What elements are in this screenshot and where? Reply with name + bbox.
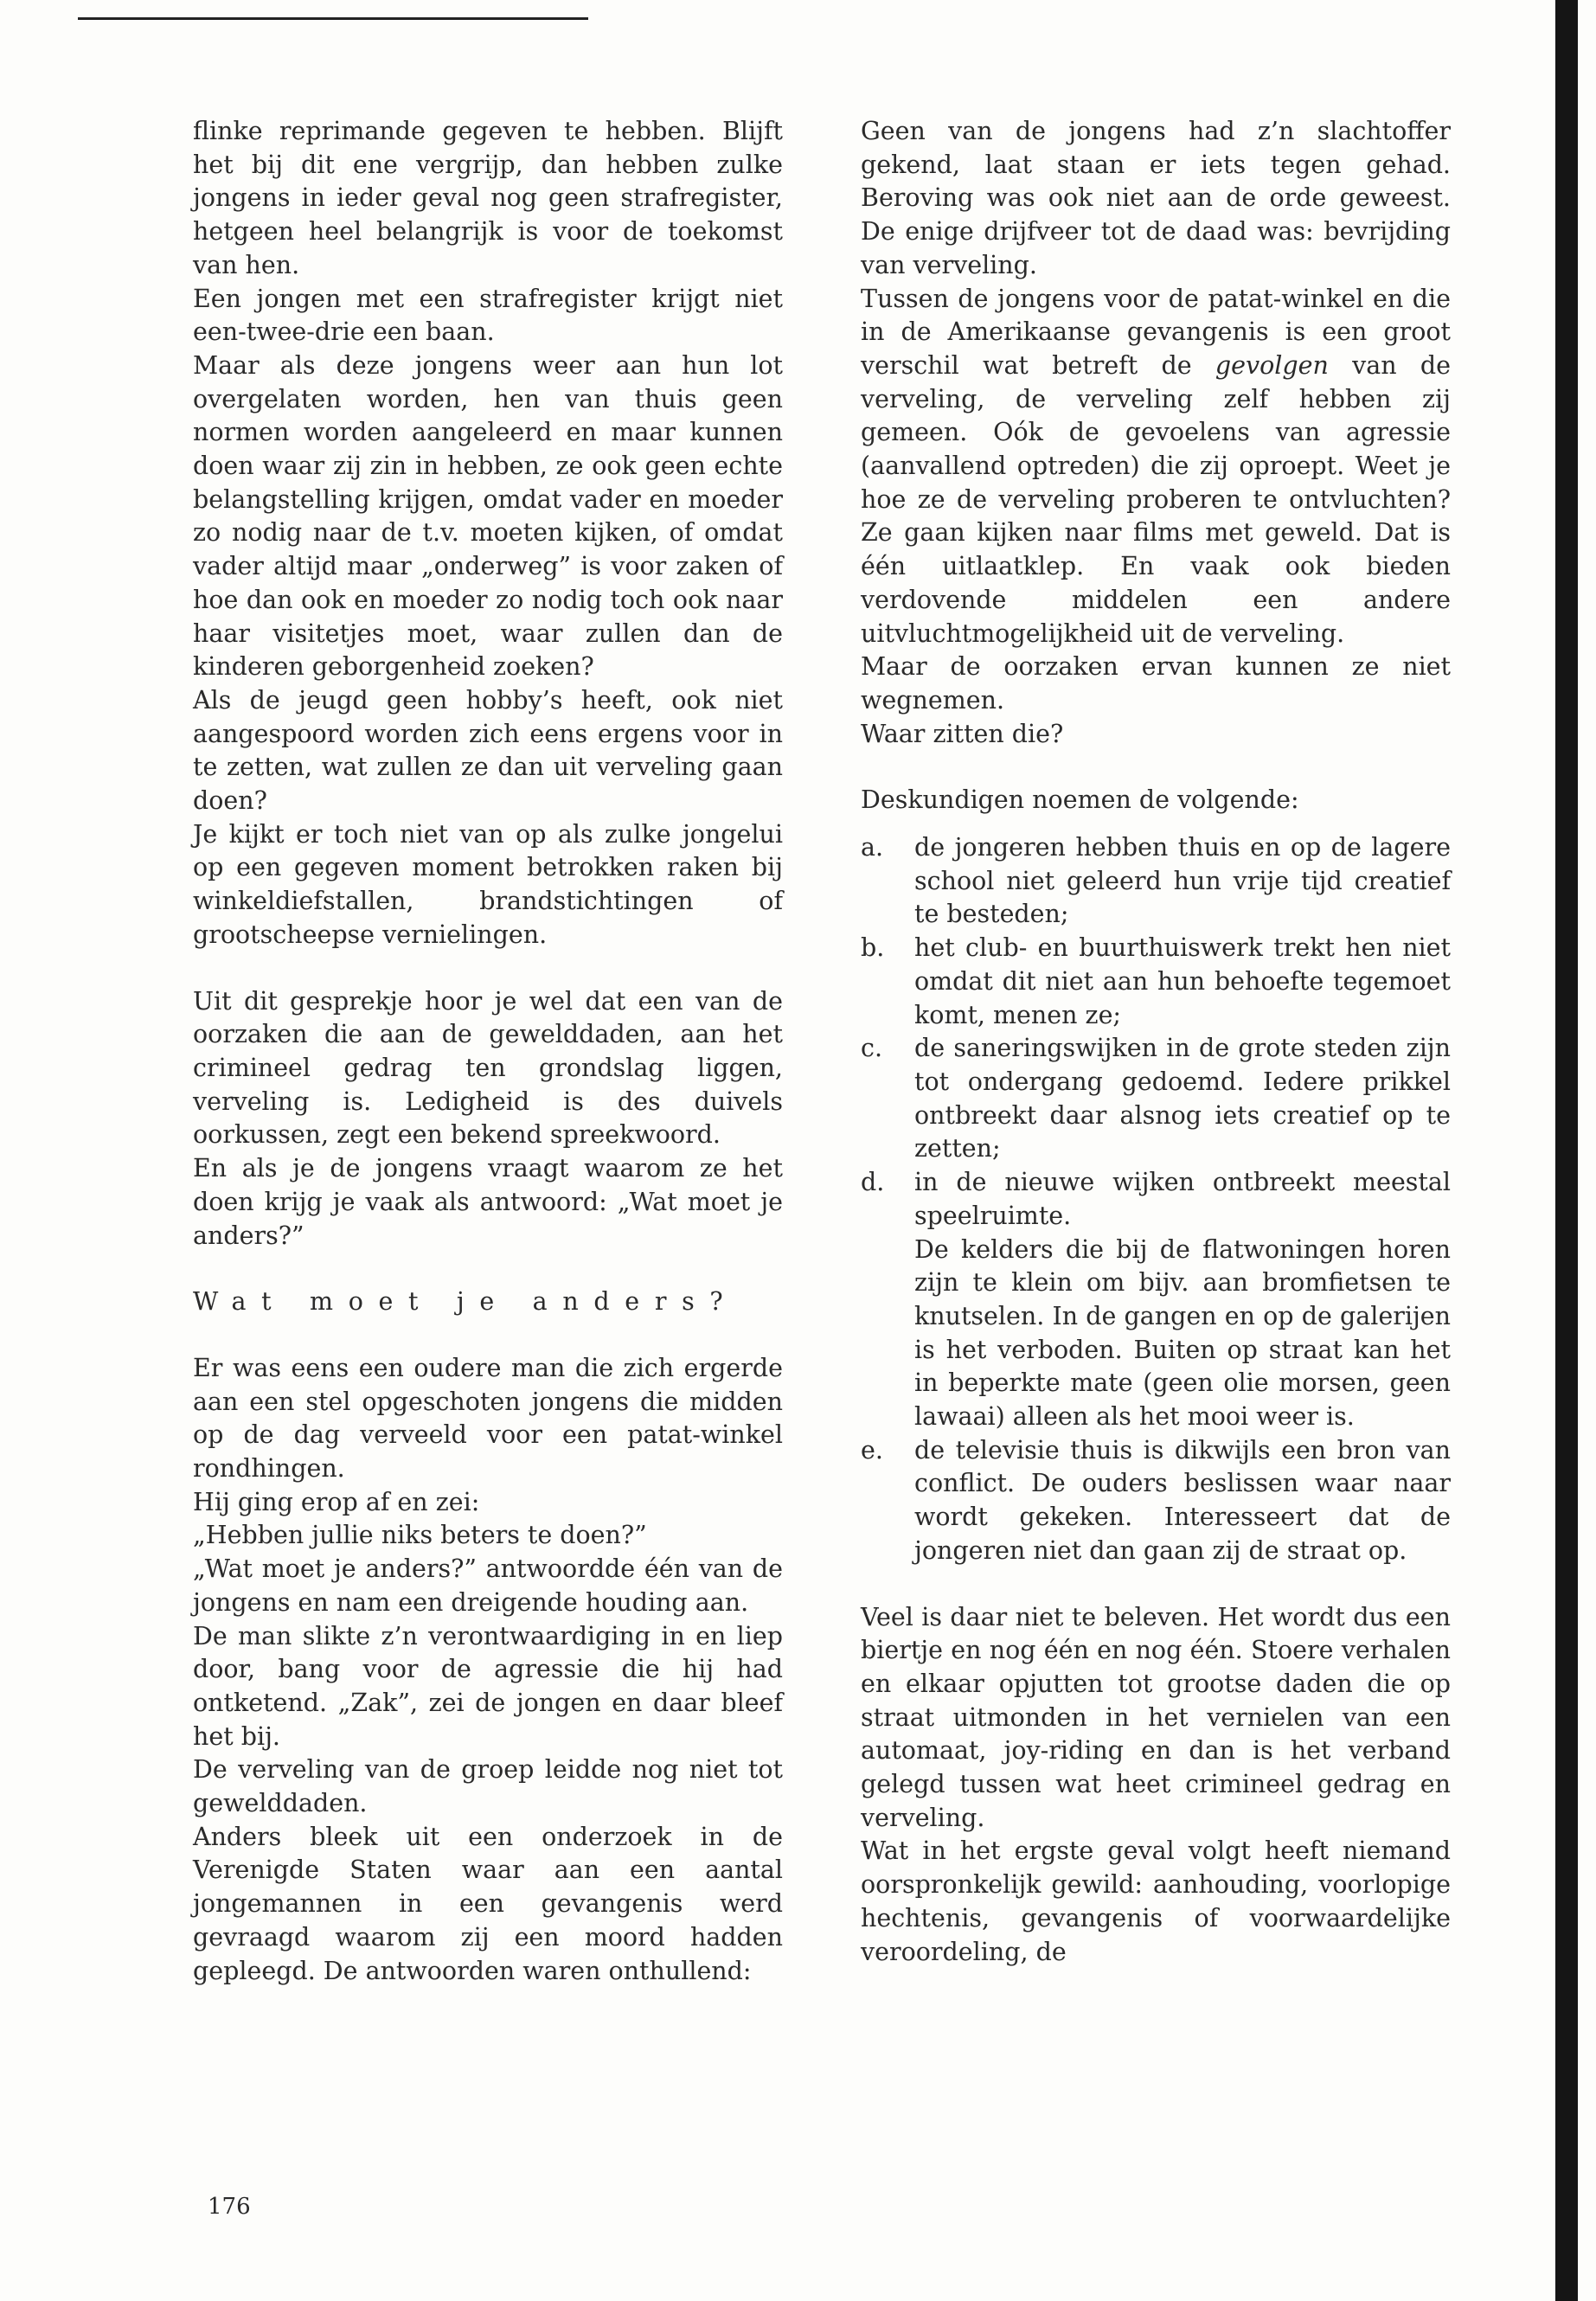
paragraph: Geen van de jongens had z’n slachtoffer gekend, laat staan er iets tegen gehad. Beroving was ook niet aan de orde geweest. De enige drijfveer tot de daad was: bevrijding van verveling. bbox=[861, 117, 1451, 279]
paragraph: Een jongen met een strafregister krijgt niet een-twee-drie een baan. bbox=[193, 284, 783, 347]
list-marker: c. bbox=[861, 1034, 883, 1063]
list-item-text-extra: De kelders die bij de flatwoningen horen zijn te klein om bijv. aan bromfietsen te knutselen. In de gangen en op de galerijen is het verboden. Buiten op straat kan het in beperkte mate (geen olie morsen, geen lawaai) alleen als het mooi weer is. bbox=[914, 1234, 1451, 1432]
list-item-body bbox=[914, 1166, 1451, 1434]
list-marker: d. bbox=[861, 1168, 885, 1197]
paragraph bbox=[861, 283, 1451, 651]
list-item bbox=[861, 831, 1451, 932]
paragraph: Maar de oorzaken ervan kunnen ze niet wegnemen. bbox=[861, 652, 1451, 715]
paragraph: De verveling van de groep leidde nog niet tot gewelddaden. bbox=[193, 1755, 783, 1818]
paragraph-gap bbox=[861, 817, 1451, 831]
paragraph: Als de jeugd geen hobby’s heeft, ook niet aangespoord worden zich eens ergens voor in te zetten, wat zullen ze dan uit verveling gaan doen? bbox=[193, 685, 783, 816]
paragraph: Veel is daar niet te beleven. Het wordt dus een biertje en nog één en nog één. Stoere verhalen en elkaar opjutten tot grootse daden die op straat uitmonden in het vernielen van een automaat, joy-riding en dan is het verband gelegd tussen wat heet crimineel gedrag en verveling. bbox=[861, 1602, 1451, 1832]
paragraph: flinke reprimande gegeven te hebben. Blijft het bij dit ene vergrijp, dan hebben zulke jongens in ieder geval nog geen strafregister, hetgeen heel belangrijk is voor de toekomst van hen. bbox=[193, 117, 783, 279]
list-item-text: de jongeren hebben thuis en op de lagere school niet geleerd hun vrije tijd creatief te besteden; bbox=[914, 833, 1451, 929]
paragraph: En als je de jongens vraagt waarom ze het doen krijg je vaak als antwoord: „Wat moet je anders?” bbox=[193, 1154, 783, 1250]
paragraph: Hij ging erop af en zei: bbox=[193, 1487, 480, 1516]
paragraph-text: Tussen de jongens voor de patat-winkel en die in de Amerikaanse gevangenis is een groot verschil wat betreft de bbox=[861, 284, 1451, 380]
paragraph: „Wat moet je anders?” antwoordde één van de jongens en nam een dreigende houding aan. bbox=[193, 1554, 783, 1617]
list-marker: e. bbox=[861, 1435, 883, 1465]
list-item bbox=[861, 932, 1451, 1032]
list-marker: b. bbox=[861, 933, 885, 963]
right-column bbox=[861, 115, 1451, 1969]
left-column bbox=[193, 115, 783, 1988]
paragraph-gap bbox=[861, 1568, 1451, 1601]
paragraph: Wat in het ergste geval volgt heeft niemand oorspronkelijk gewild: aanhouding, voorlopige hechtenis, gevangenis of voorwaardelijke veroordeling, de bbox=[861, 1836, 1451, 1966]
section-heading: Wat moet je anders? bbox=[193, 1287, 739, 1317]
paragraph: Je kijkt er toch niet van op als zulke jongelui op een gegeven moment betrokken raken bij winkeldiefstallen, brandstichtingen of grootscheepse vernielingen. bbox=[193, 819, 783, 949]
paragraph-text: van de verveling, de verveling zelf hebben zij gemeen. Oók de gevoelens van agressie (aanvallend optreden) die zij oproept. Weet je hoe ze de verveling proberen te ontvluchten? Ze gaan kijken naar films met geweld. Dat is één uitlaatklep. En vaak ook bieden verdovende middelen een andere uitvluchtmogelijkheid uit de verveling. bbox=[861, 350, 1451, 648]
paragraph-gap bbox=[193, 952, 783, 985]
list-marker: a. bbox=[861, 833, 884, 862]
paragraph-gap bbox=[861, 751, 1451, 784]
paragraph: Maar als deze jongens weer aan hun lot overgelaten worden, hen van thuis geen normen worden aangeleerd en maar kunnen doen waar zij zin in hebben, ze ook geen echte belangstelling krijgen, omdat vader en moeder zo nodig naar de t.v. moeten kijken, of omdat vader altijd maar „onderweg” is voor zaken of hoe dan ook en moeder zo nodig toch ook naar haar visitetjes moet, waar zullen dan de kinderen geborgenheid zoeken? bbox=[193, 350, 783, 682]
paragraph: Er was eens een oudere man die zich ergerde aan een stel opgeschoten jongens die midden op de dag verveeld voor een patat-winkel rondhingen. bbox=[193, 1353, 783, 1484]
paragraph: „Hebben jullie niks beters te doen?” bbox=[193, 1521, 647, 1550]
list-intro: Deskundigen noemen de volgende: bbox=[861, 785, 1299, 815]
paragraph: Anders bleek uit een onderzoek in de Verenigde Staten waar aan een aantal jongemannen in een gevangenis werd gevraagd waarom zij een moord hadden gepleegd. De antwoorden waren onthullend: bbox=[193, 1822, 783, 1985]
list-item-text: het club- en buurthuiswerk trekt hen niet omdat dit niet aan hun behoefte tegemoet komt, menen ze; bbox=[914, 933, 1451, 1029]
page-number: 176 bbox=[208, 2194, 251, 2220]
top-rule bbox=[78, 17, 588, 20]
page-edge-bar bbox=[1555, 0, 1578, 2301]
list-item bbox=[861, 1434, 1451, 1568]
cause-list bbox=[861, 831, 1451, 1567]
paragraph: De man slikte z’n verontwaardiging in en liep door, bang voor de agressie die hij had ontketend. „Zak”, zei de jongen en daar bleef het bij. bbox=[193, 1621, 783, 1751]
paragraph: Waar zitten die? bbox=[861, 719, 1064, 748]
list-item bbox=[861, 1166, 1451, 1434]
paragraph-gap bbox=[193, 1319, 783, 1352]
emphasis-word: gevolgen bbox=[1215, 350, 1329, 380]
list-item-text: in de nieuwe wijken ontbreekt meestal speelruimte. bbox=[914, 1168, 1451, 1230]
list-item bbox=[861, 1032, 1451, 1166]
list-item-text: de saneringswijken in de grote steden zijn tot ondergang gedoemd. Iedere prikkel ontbreekt daar alsnog iets creatief op te zetten; bbox=[914, 1034, 1451, 1163]
paragraph-gap bbox=[193, 1253, 783, 1285]
list-item-text: de televisie thuis is dikwijls een bron van conflict. De ouders beslissen waar naar wordt gekeken. Interesseert dat de jongeren niet dan gaan zij de straat op. bbox=[914, 1435, 1451, 1565]
paragraph: Uit dit gesprekje hoor je wel dat een van de oorzaken die aan de gewelddaden, aan het crimineel gedrag ten grondslag liggen, verveling is. Ledigheid is des duivels oorkussen, zegt een bekend spreekwoord. bbox=[193, 986, 783, 1150]
